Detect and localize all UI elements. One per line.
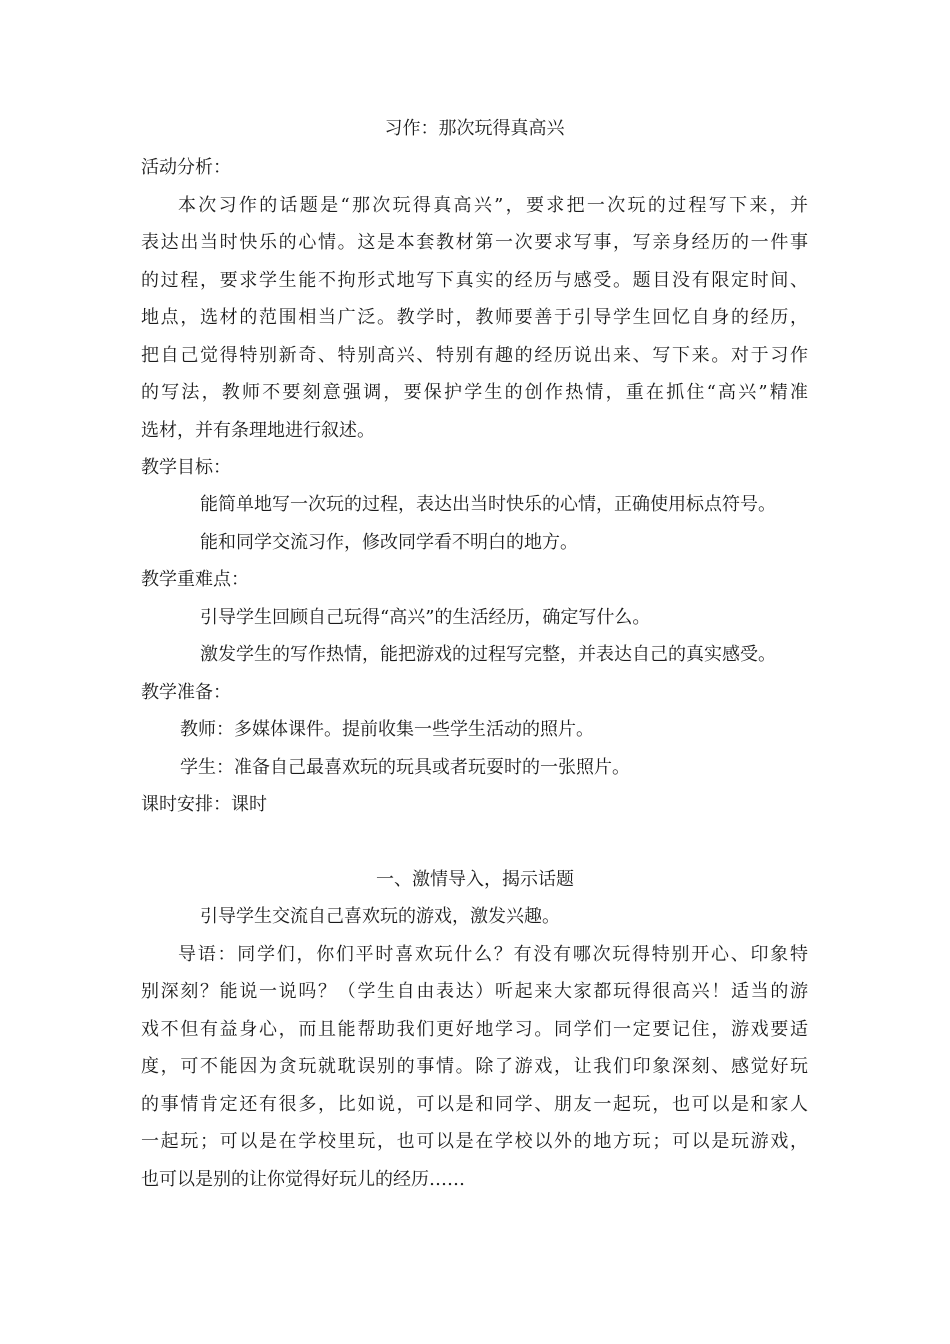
part1-line-5: 的事情肯定还有很多，比如说，可以是和同学、朋友一起玩，也可以是和家人 [141, 1094, 808, 1115]
schedule-line: 课时安排：课时 [141, 794, 267, 815]
key-points-heading: 教学重难点： [141, 569, 249, 590]
part1-line-4: 度，可不能因为贪玩就耽误别的事情。除了游戏，让我们印象深刻、感觉好玩 [141, 1056, 808, 1077]
analysis-heading: 活动分析： [141, 157, 231, 178]
part1-line-7: 也可以是别的让你觉得好玩儿的经历…… [141, 1169, 465, 1190]
part1-line-3: 戏不但有益身心，而且能帮助我们更好地学习。同学们一定要记住，游戏要适 [141, 1019, 808, 1040]
part1-line-6: 一起玩；可以是在学校里玩，也可以是在学校以外的地方玩；可以是玩游戏， [141, 1131, 808, 1152]
analysis-line-7: 选材，并有条理地进行叙述。 [141, 420, 375, 441]
goal-item-2: 能和同学交流习作，修改同学看不明白的地方。 [200, 532, 578, 553]
prep-item-student: 学生：准备自己最喜欢玩的玩具或者玩耍时的一张照片。 [180, 757, 630, 778]
part1-line-1: 导语：同学们，你们平时喜欢玩什么？有没有哪次玩得特别开心、印象特 [178, 944, 808, 965]
analysis-line-5: 把自己觉得特别新奇、特别高兴、特别有趣的经历说出来、写下来。对于习作 [141, 345, 808, 366]
analysis-line-6: 的写法，教师不要刻意强调，要保护学生的创作热情，重在抓住“高兴”精准 [141, 382, 808, 403]
analysis-line-3: 的过程，要求学生能不拘形式地写下真实的经历与感受。题目没有限定时间、 [141, 270, 808, 291]
part1-line-2: 别深刻？能说一说吗？（学生自由表达）听起来大家都玩得很高兴！适当的游 [141, 981, 808, 1002]
part1-heading: 一、激情导入，揭示话题 [376, 869, 574, 890]
prep-item-teacher: 教师：多媒体课件。提前收集一些学生活动的照片。 [180, 719, 594, 740]
document-title: 习作：那次玩得真高兴 [384, 118, 565, 139]
analysis-line-4: 地点，选材的范围相当广泛。教学时，教师要善于引导学生回忆自身的经历， [141, 307, 808, 328]
goal-item-1: 能简单地写一次玩的过程，表达出当时快乐的心情，正确使用标点符号。 [200, 494, 776, 515]
prep-heading: 教学准备： [141, 682, 231, 703]
analysis-line-1: 本次习作的话题是“那次玩得真高兴”，要求把一次玩的过程写下来，并 [178, 195, 808, 216]
key-point-item-2: 激发学生的写作热情，能把游戏的过程写完整，并表达自己的真实感受。 [200, 644, 776, 665]
analysis-line-2: 表达出当时快乐的心情。这是本套教材第一次要求写事，写亲身经历的一件事 [141, 232, 808, 253]
part1-intro: 引导学生交流自己喜欢玩的游戏，激发兴趣。 [200, 906, 560, 927]
key-point-item-1: 引导学生回顾自己玩得“高兴”的生活经历，确定写什么。 [200, 607, 651, 628]
goals-heading: 教学目标： [141, 457, 231, 478]
